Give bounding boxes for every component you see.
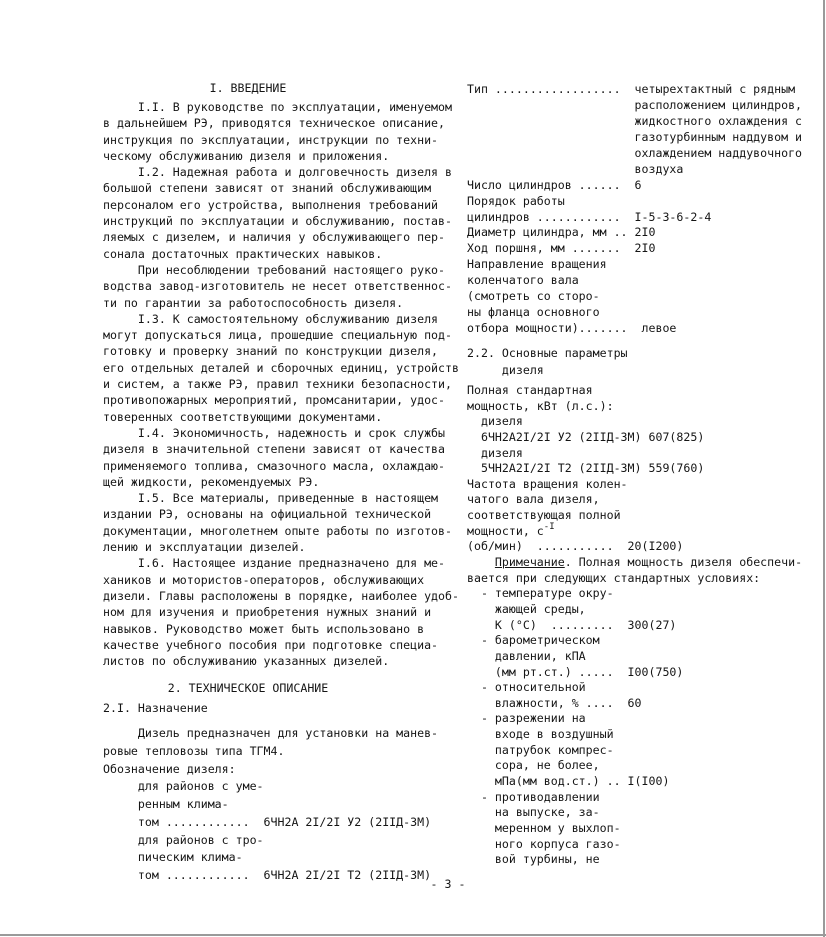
text-line: применяемого топлива, смазочного масла, охлаждаю- [103, 458, 446, 473]
text-line: ти по гарантии за работоспособность дизеля. [103, 295, 404, 310]
text-line: Направление вращения [467, 257, 607, 272]
text-line: мПа(мм вод.ст.) .. I(I00) [467, 774, 670, 789]
text-line: готовку и проверку знаний по конструкции дизеля, [103, 344, 439, 359]
text-line: листов по обслуживанию указанных дизелей. [103, 654, 390, 669]
text-line: коленчатого вала [467, 273, 579, 288]
text-line: При несоблюдении требований настоящего руко- [103, 262, 446, 277]
text-line: дизеля [467, 414, 523, 429]
text-line: I.6. Настоящее издание предназначено для ме- [103, 556, 446, 571]
text-line: 2.2. Основные параметры [467, 346, 628, 360]
text-line: ного корпуса газо- [467, 836, 621, 851]
line-text: . Полная мощность дизеля обеспечи- [564, 555, 803, 570]
text-line: щей жидкости, рекомендуемых РЭ. [103, 474, 320, 489]
page-border-right [823, 0, 825, 937]
section-1-title: I. ВВЕДЕНИЕ [209, 81, 287, 95]
text-line: сора, не более, [467, 758, 600, 773]
text-line: расположением цилиндров, [467, 97, 803, 112]
text-line: - барометрическом [467, 633, 600, 648]
text-line: соответствующая полной [467, 508, 621, 523]
text-line: дизели. Главы расположены в порядке, наиболее удоб- [103, 588, 459, 603]
text-line: водства завод-изготовитель не несет ответственнос- [103, 279, 453, 294]
page-border-bottom [0, 934, 826, 936]
text-line: документации, многолетнем опыте работы по изготов- [103, 523, 453, 538]
text-line: газотурбинным наддувом и [467, 129, 803, 144]
text-line: воздуха [467, 161, 684, 176]
text-line: пическим клима- [103, 850, 243, 865]
text-line: инструкция по эксплуатации, инструкции по техни- [103, 132, 439, 147]
subsection-2-2-heading [467, 345, 628, 379]
text-line: 5ЧН2А2I/2I Т2 (2IIД-3М) 559(760) [467, 461, 705, 476]
text-line: ческому обслуживанию дизеля и приложения. [103, 148, 390, 163]
text-line: его отдельных деталей и сборочных единиц, устройств [103, 360, 459, 375]
text-line: - температуре окру- [467, 586, 614, 601]
superscript: -I [543, 521, 555, 532]
text-line: чатого вала дизеля, [467, 492, 600, 507]
text-line: дизеля в значительной степени зависят от качества [103, 442, 446, 457]
text-line: 6ЧН2А2I/2I У2 (2IIД-3М) 607(825) [467, 429, 705, 444]
text-line: большой степени зависят от знаний обслуживающим [103, 181, 432, 196]
text-line: товеренных соответствующими документами. [103, 409, 383, 424]
text-line: мощность, кВт (л.с.): [467, 398, 614, 413]
section-1-body [103, 99, 459, 669]
text-line: (об/мин) ........... 20(I200) [467, 539, 684, 554]
text-line: Частота вращения колен- [467, 476, 628, 491]
text-line: I.3. К самостоятельному обслуживанию дизеля [103, 311, 439, 326]
text-line: отбора мощности)....... левое [467, 321, 677, 336]
text-line: дизеля [467, 445, 523, 460]
text-line: (мм рт.ст.) ..... I00(750) [467, 664, 684, 679]
text-line: на выпуске, за- [467, 805, 600, 820]
text-line: и систем, а также РЭ, правил техники безопасности, [103, 377, 453, 392]
main-parameters [467, 383, 802, 868]
text-line: - разрежении на [467, 711, 586, 726]
text-line: жающей среды, [467, 601, 586, 616]
note-label: Примечание [494, 555, 565, 570]
page-number: - 3 - [430, 877, 466, 891]
text-line: навыков. Руководство может быть использовано в [103, 621, 425, 636]
text-line: ны фланца основного [467, 305, 600, 320]
text-line: лению и эксплуатации дизелей. [103, 540, 306, 555]
text-line: для районов с уме- [103, 779, 264, 794]
line-text: мощности, с [467, 523, 544, 538]
text-line [467, 555, 802, 571]
section-2-title: 2. ТЕХНИЧЕСКОЕ ОПИСАНИЕ [167, 681, 329, 695]
text-line [467, 521, 802, 540]
text-line: инструкций по эксплуатации и обслуживанию, постав- [103, 214, 453, 229]
text-line: жидкостного охлаждения с [467, 113, 803, 128]
subsection-2-1-heading: 2.I. Назначение [103, 701, 208, 715]
text-line: в дальнейшем РЭ, приводятся техническое описание, [103, 116, 446, 131]
text-line: хаников и мотористов-операторов, обслуживающих [103, 572, 425, 587]
text-line: ляемых с дизелем, и наличия у обслуживающего пер- [103, 230, 446, 245]
text-line: для районов с тро- [103, 832, 264, 847]
text-line: - противодавлении [467, 789, 600, 804]
text-line: дизеля [467, 363, 544, 377]
text-line: противопожарных мероприятий, промсанитарии, удос- [103, 393, 446, 408]
text-line: том ............ 6ЧН2А 2I/2I Т2 (2IIД-3М) [103, 868, 432, 882]
text-line: Число цилиндров ...... 6 [467, 177, 642, 192]
text-line: цилиндров ............ I-5-3-6-2-4 [467, 209, 712, 224]
text-line: персоналом его устройства, выполнения требований [103, 197, 439, 212]
text-line: влажности, % .... 60 [467, 695, 642, 710]
text-line: Обозначение дизеля: [103, 761, 236, 776]
text-line: К (°С) ......... 300(27) [467, 617, 677, 632]
indent [467, 555, 495, 569]
text-line: - относительной [467, 680, 586, 695]
text-line: патрубок компрес- [467, 742, 614, 757]
text-line: Дизель предназначен для установки на манев- [103, 726, 439, 740]
text-line: сонала достаточных практических навыков. [103, 246, 383, 261]
text-line: I.4. Экономичность, надежность и срок службы [103, 425, 446, 440]
engine-specs [467, 82, 802, 337]
text-line: Порядок работы [467, 193, 565, 208]
text-line: том ............ 6ЧН2А 2I/2I У2 (2IIД-3М) [103, 814, 432, 829]
text-line: ренным клима- [103, 797, 229, 811]
text-line: I.2. Надежная работа и долговечность дизеля в [103, 165, 453, 180]
text-line: входе в воздушный [467, 727, 614, 742]
text-line: ровые тепловозы типа ТГМ4. [103, 743, 285, 758]
text-line: издании РЭ, основаны на официальной технической [103, 507, 432, 522]
text-line: I.I. В руководстве по эксплуатации, именуемом [103, 100, 453, 114]
text-line: давлении, кПА [467, 648, 586, 663]
text-line: Ход поршня, мм ....... 2I0 [467, 241, 656, 256]
section-2-body [103, 725, 438, 885]
text-line: Тип .................. четырехтактный с рядным [467, 82, 796, 96]
text-line: меренном у выхлоп- [467, 820, 621, 835]
text-line: могут допускаться лица, прошедшие специальную под- [103, 328, 453, 343]
text-line: (смотреть со сторо- [467, 289, 600, 304]
text-line: ном для изучения и приобретения нужных знаний и [103, 605, 432, 620]
text-line: охлаждением наддувочного [467, 145, 803, 160]
text-line: Полная стандартная [467, 383, 593, 397]
text-line: вается при следующих стандартных условиях: [467, 570, 761, 585]
text-line: вой турбины, не [467, 852, 600, 867]
text-line: Диаметр цилиндра, мм .. 2I0 [467, 225, 656, 240]
text-line: I.5. Все материалы, приведенные в настоящем [103, 491, 439, 506]
text-line: качестве учебного пособия при подготовке специа- [103, 637, 439, 652]
